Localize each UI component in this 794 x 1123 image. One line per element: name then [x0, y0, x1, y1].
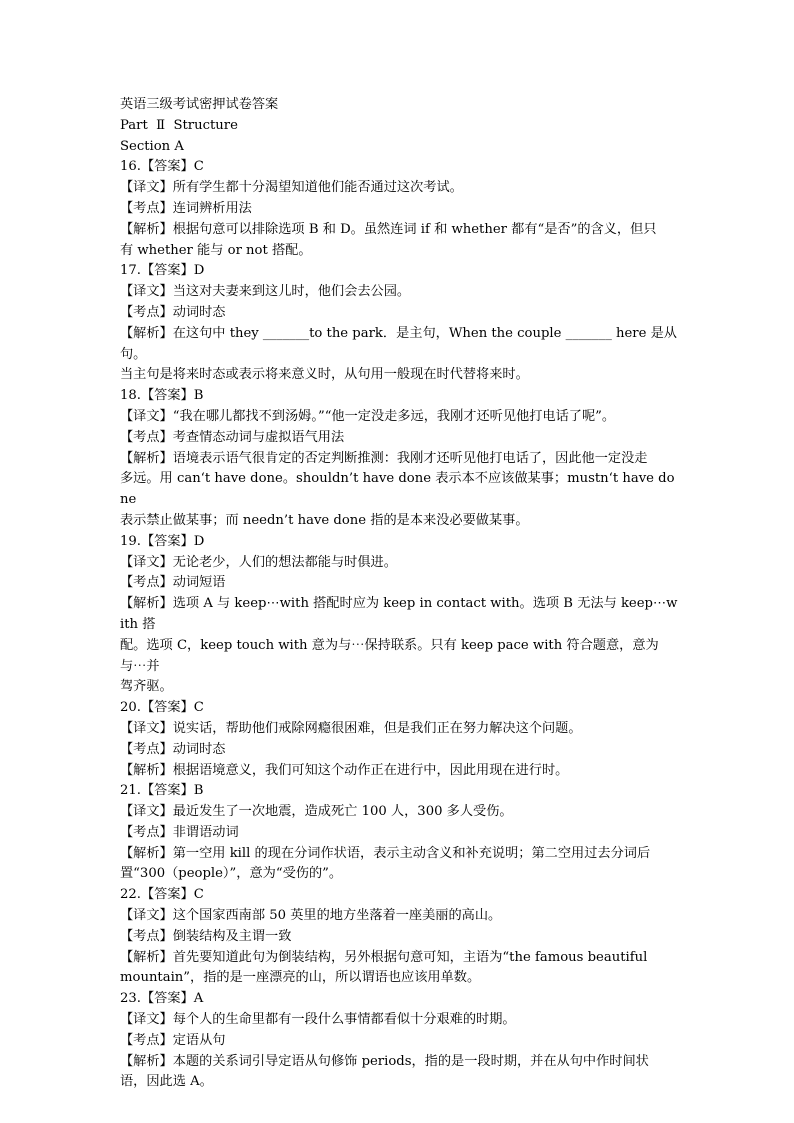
analysis-20: 【解析】根据语境意义，我们可知这个动作正在进行中，因此用现在进行时。 [120, 762, 569, 778]
analysis-23-cont: 语，因此选 A。 [120, 1074, 213, 1090]
answer-21: 21.【答案】B [120, 783, 204, 799]
analysis-19-cont: 配。选项 C，keep touch with 意为与⋯保持联系。只有 keep pace with 符合题意，意为与⋯并 [120, 637, 659, 674]
analysis-18-cont2: 表示禁止做某事；而 needn’t have done 指的是本来没必要做某事。 [120, 512, 529, 528]
translation-20: 【译文】说实话，帮助他们戒除网瘾很困难，但是我们正在努力解决这个问题。 [120, 720, 582, 736]
analysis-18: 【解析】语境表示语气很肯定的否定判断推测：我刚才还听见他打电话了，因此他一定没走 [120, 450, 648, 466]
answer-16: 16.【答案】C [120, 159, 204, 175]
testpoint-20: 【考点】动词时态 [120, 741, 226, 757]
analysis-22-cont: mountain”，指的是一座漂亮的山，所以谓语也应该用单数。 [120, 970, 481, 986]
answer-23: 23.【答案】A [120, 991, 204, 1007]
translation-21: 【译文】最近发生了一次地震，造成死亡 100 人，300 多人受伤。 [120, 804, 513, 820]
analysis-16-cont: 有 whether 能与 or not 搭配。 [120, 242, 312, 258]
testpoint-16: 【考点】连词辨析用法 [120, 200, 252, 216]
testpoint-21: 【考点】非谓语动词 [120, 824, 239, 840]
answer-17: 17.【答案】D [120, 263, 205, 279]
analysis-19-cont2: 驾齐驱。 [120, 679, 173, 695]
analysis-18-cont: 多远。用 can‘t have done。shouldn’t have done 表示本不应该做某事；mustn‘t have done [120, 471, 675, 508]
testpoint-19: 【考点】动词短语 [120, 575, 226, 591]
analysis-22: 【解析】首先要知道此句为倒装结构，另外根据句意可知，主语为“the famous beautiful [120, 949, 648, 965]
translation-19: 【译文】无论老少，人们的想法都能与时俱进。 [120, 554, 397, 570]
testpoint-18: 【考点】考查情态动词与虚拟语气用法 [120, 429, 345, 445]
analysis-19: 【解析】选项 A 与 keep⋯with 搭配时应为 keep in contact with。选项 B 无法与 keep⋯with 搭 [120, 596, 678, 632]
translation-18: 【译文】“我在哪儿都找不到汤姆。”“他一定没走多远，我刚才还听见他打电话了呢”。 [120, 408, 616, 424]
testpoint-22: 【考点】倒装结构及主谓一致 [120, 928, 292, 944]
translation-16: 【译文】所有学生都十分渴望知道他们能否通过这次考试。 [120, 180, 463, 196]
analysis-17: 【解析】在这句中 they _______to the park．是主句，When the couple _______ here 是从句。 [120, 325, 677, 362]
answer-20: 20.【答案】C [120, 700, 204, 716]
translation-22: 【译文】这个国家西南部 50 英里的地方坐落着一座美丽的高山。 [120, 908, 502, 924]
answer-19: 19.【答案】D [120, 533, 205, 549]
translation-17: 【译文】当这对夫妻来到这儿时，他们会去公园。 [120, 284, 411, 300]
translation-23: 【译文】每个人的生命里都有一段什么事情都看似十分艰难的时期。 [120, 1012, 516, 1028]
testpoint-23: 【考点】定语从句 [120, 1032, 226, 1048]
analysis-16: 【解析】根据句意可以排除选项 B 和 D。虽然连词 if 和 whether 都有“是否”的含义，但只 [120, 221, 657, 237]
answer-22: 22.【答案】C [120, 887, 204, 903]
analysis-21: 【解析】第一空用 kill 的现在分词作状语，表示主动含义和补充说明；第二空用过去分词后 [120, 845, 651, 861]
analysis-17-cont: 当主句是将来时态或表示将来意义时，从句用一般现在时代替将来时。 [120, 367, 529, 383]
answer-18: 18.【答案】B [120, 388, 204, 404]
document-title: 英语三级考试密押试卷答案 [120, 97, 279, 112]
answer-document [120, 95, 680, 1093]
analysis-23: 【解析】本题的关系词引导定语从句修饰 periods，指的是一段时期，并在从句中作时间状 [120, 1053, 649, 1069]
part-heading: Part Ⅱ Structure [120, 117, 238, 133]
section-heading: Section A [120, 138, 184, 154]
testpoint-17: 【考点】动词时态 [120, 304, 226, 320]
analysis-21-cont: 置“300（people）”，意为“受伤的”。 [120, 866, 343, 882]
